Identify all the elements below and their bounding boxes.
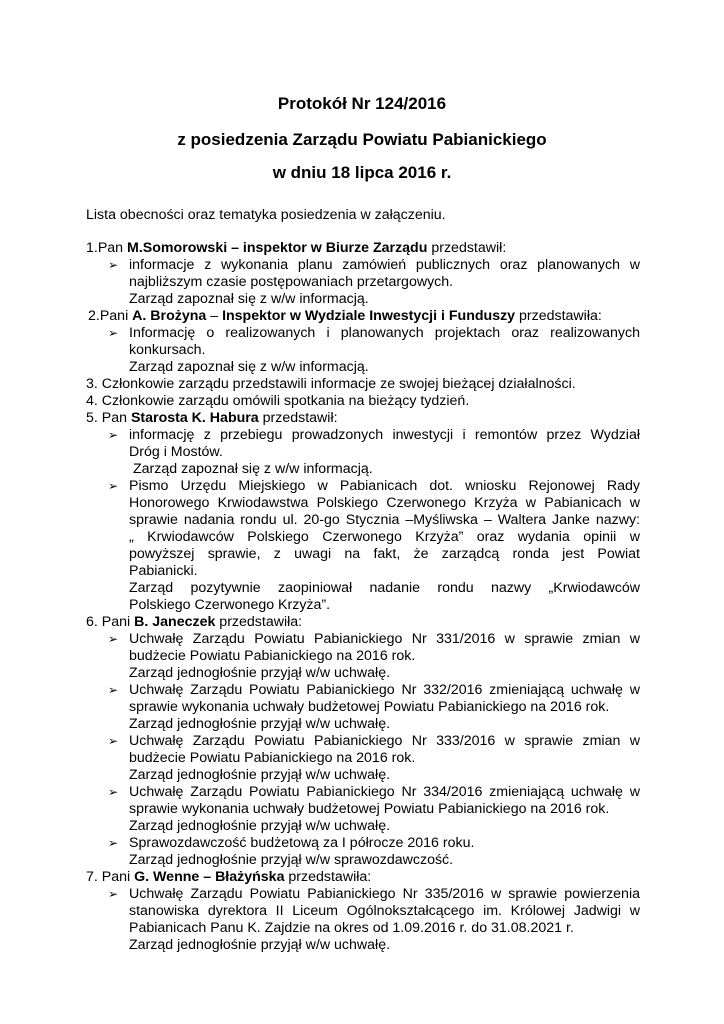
item-6-bullet-4-line-2: sprawie wykonania uchwały budżetowej Powiatu Pabianickiego na 2016 rok. <box>129 801 610 817</box>
item-5-bullet-2-line-3: sprawie nadania rondu ul. 20-go Stycznia –Myśliwska – Waltera Janke nazwy: <box>129 512 640 528</box>
item-5-tail: przedstawił: <box>258 410 338 426</box>
item-5-lead: 5. Pan <box>86 410 131 426</box>
item-2-bullet-1-line-2: konkursach. <box>129 342 206 358</box>
item-2-note: Zarząd zapoznał się z w/w informacją. <box>129 359 369 375</box>
item-5-bullet-1-line-2: Dróg i Mostów. <box>129 444 223 460</box>
item-6-bullet-2-line-1: Uchwałę Zarządu Powiatu Pabianickiego Nr 332/2016 zmieniającą uchwałę w <box>129 682 640 698</box>
arrow-bullet-icon: ➢ <box>108 326 119 340</box>
item-2-bullet-1-line-1: Informację o realizowanych i planowanych projektach oraz realizowanych <box>129 325 640 341</box>
item-5-bullet-1-line-1: informację z przebiegu prowadzonych inwestycji i remontów przez Wydział <box>129 427 640 443</box>
item-7-bullet-1-note: Zarząd jednogłośnie przyjął w/w uchwałę. <box>129 937 391 953</box>
arrow-bullet-icon: ➢ <box>108 785 119 799</box>
item-1-tail: przedstawił: <box>427 240 507 256</box>
item-1-bullet-1-line-2: najbliższym czasie postępowaniach przetargowych. <box>129 274 454 290</box>
item-6-bullet-2-note: Zarząd jednogłośnie przyjął w/w uchwałę. <box>129 716 391 732</box>
document-subtitle: z posiedzenia Zarządu Powiatu Pabianickiego <box>177 130 547 149</box>
document-date: w dniu 18 lipca 2016 r. <box>272 163 452 182</box>
document-title: Protokół Nr 124/2016 <box>277 94 447 113</box>
item-1-note: Zarząd zapoznał się z w/w informacją. <box>129 291 369 307</box>
item-7-lead: 7. Pani <box>86 869 135 885</box>
arrow-bullet-icon: ➢ <box>108 479 119 493</box>
item-2-lead: 2.Pani <box>88 308 133 324</box>
item-2-role: Inspektor w Wydziale Inwestycji i Funduszy <box>222 308 516 324</box>
item-5-bullet-2-line-5: powyższej sprawie, z uwagi na fakt, że zarządcą ronda jest Powiat <box>129 546 640 562</box>
item-5-bullet-2-line-4: „ Krwiodawców Polskiego Czerwonego Krzyża” oraz wydania opinii w <box>129 529 640 545</box>
item-4-text: 4. Członkowie zarządu omówili spotkania na bieżący tydzień. <box>86 393 470 409</box>
item-6-bullet-1-note: Zarząd jednogłośnie przyjął w/w uchwałę. <box>129 665 391 681</box>
item-1-lead: 1.Pan <box>86 240 128 256</box>
item-2-tail: przedstawiła: <box>515 308 602 324</box>
item-2-heading <box>88 308 602 325</box>
item-6-bullet-1-line-1: Uchwałę Zarządu Powiatu Pabianickiego Nr 331/2016 w sprawie zmian w <box>129 631 640 647</box>
arrow-bullet-icon: ➢ <box>108 428 119 442</box>
arrow-bullet-icon: ➢ <box>108 632 119 646</box>
item-5-person: Starosta K. Habura <box>130 410 259 426</box>
item-6-bullet-1-line-2: budżecie Powiatu Pabianickiego na 2016 rok. <box>129 648 416 664</box>
item-6-bullet-3-line-2: budżecie Powiatu Pabianickiego na 2016 rok. <box>129 750 416 766</box>
item-6-bullet-4-line-1: Uchwałę Zarządu Powiatu Pabianickiego Nr 334/2016 zmieniającą uchwałę w <box>129 784 640 800</box>
item-5-bullet-2-line-7: Zarząd pozytywnie zaopiniował nadanie rondu nazwy „Krwiodawców <box>129 580 640 596</box>
intro-text: Lista obecności oraz tematyka posiedzenia w załączeniu. <box>86 207 446 223</box>
item-5-bullet-2-line-1: Pismo Urzędu Miejskiego w Pabianicach dot. wniosku Rejonowej Rady <box>129 478 640 494</box>
item-6-bullet-2-line-2: sprawie wykonania uchwały budżetowej Powiatu Pabianickiego na 2016 rok. <box>129 699 610 715</box>
item-6-person: B. Janeczek <box>134 614 216 630</box>
item-5-bullet-1-note: Zarząd zapoznał się z w/w informacją. <box>133 461 373 477</box>
item-6-bullet-4-note: Zarząd jednogłośnie przyjął w/w uchwałę. <box>129 818 391 834</box>
item-6-tail: przedstawiła: <box>215 614 303 630</box>
item-7-heading <box>86 869 371 886</box>
item-7-person: G. Wenne – Błażyńska <box>134 869 285 885</box>
item-7-bullet-1-line-1: Uchwałę Zarządu Powiatu Pabianickiego Nr 335/2016 w sprawie powierzenia <box>129 886 640 902</box>
item-6-bullet-3-note: Zarząd jednogłośnie przyjął w/w uchwałę. <box>129 767 391 783</box>
item-6-bullet-3-line-1: Uchwałę Zarządu Powiatu Pabianickiego Nr 333/2016 w sprawie zmian w <box>129 733 640 749</box>
item-5-bullet-2-line-2: Honorowego Krwiodawstwa Polskiego Czerwonego Krzyża w Pabianicach w <box>129 495 640 511</box>
item-2-person: A. Brożyna <box>132 308 207 324</box>
item-1-heading <box>86 240 506 257</box>
item-7-tail: przedstawiła: <box>284 869 372 885</box>
item-6-lead: 6. Pani <box>86 614 135 630</box>
item-5-bullet-2-line-6: Pabianicki. <box>129 563 198 579</box>
item-6-heading <box>86 614 302 631</box>
arrow-bullet-icon: ➢ <box>108 258 119 272</box>
item-3-text: 3. Członkowie zarządu przedstawili informacje ze swojej bieżącej działalności. <box>86 376 576 392</box>
arrow-bullet-icon: ➢ <box>108 734 119 748</box>
item-6-bullet-5-note: Zarząd jednogłośnie przyjął w/w sprawozdawczość. <box>129 852 454 868</box>
item-6-bullet-5-line-1: Sprawozdawczość budżetową za I półrocze 2016 roku. <box>129 835 475 851</box>
item-5-bullet-2-line-8: Polskiego Czerwonego Krzyża”. <box>129 597 331 613</box>
item-2-dash: – <box>206 308 223 324</box>
item-7-bullet-1-line-2: stanowiska dyrektora II Liceum Ogólnokształcącego im. Królowej Jadwigi w <box>129 903 640 919</box>
item-7-bullet-1-line-3: Pabianicach Panu K. Zajdzie na okres od 1.09.2016 r. do 31.08.2021 r. <box>129 920 574 936</box>
arrow-bullet-icon: ➢ <box>108 887 119 901</box>
item-5-heading <box>86 410 338 427</box>
arrow-bullet-icon: ➢ <box>108 836 119 850</box>
arrow-bullet-icon: ➢ <box>108 683 119 697</box>
item-1-bullet-1-line-1: informacje z wykonania planu zamówień publicznych oraz planowanych w <box>129 257 640 273</box>
item-1-person: M.Somorowski – inspektor w Biurze Zarządu <box>127 240 428 256</box>
